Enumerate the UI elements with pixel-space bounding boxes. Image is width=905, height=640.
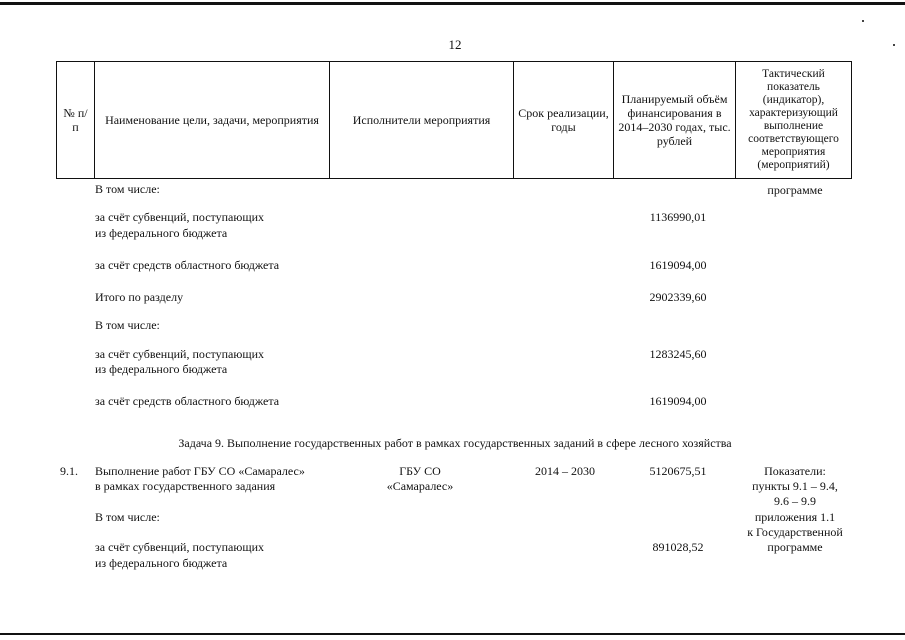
header-name: Наименование цели, задачи, мероприятия (95, 61, 330, 179)
item-indicator-line: к Государственной (747, 525, 843, 539)
top-border-line (0, 2, 905, 5)
item-number: 9.1. (60, 464, 78, 478)
header-number: № п/п (56, 61, 95, 179)
header-funding: Планируемый объём финансирования в 2014–2030 годах, тыс. рублей (614, 61, 736, 179)
row-value: 2902339,60 (649, 290, 707, 304)
item-name: в рамках государственного задания (95, 479, 276, 493)
header-term: Срок реализации, годы (514, 61, 614, 179)
row-value: 1136990,01 (649, 210, 707, 224)
row-label: из федерального бюджета (95, 362, 228, 376)
item-name: Выполнение работ ГБУ СО «Самаралес» (95, 464, 305, 478)
header-indicator: Тактический показатель (индикатор), характеризующий выполнение соответствующего мероприятия (мероприятий) (736, 61, 852, 179)
item-sub-label: В том числе: (95, 510, 160, 524)
indicator-carryover: программе (767, 183, 823, 197)
task-title: Задача 9. Выполнение государственных работ в рамках государственных заданий в сфере лесного хозяйства (178, 436, 732, 450)
row-value: 1619094,00 (649, 258, 707, 272)
item-sub-value: 891028,52 (652, 540, 704, 554)
row-label: В том числе: (95, 182, 160, 196)
header-executors: Исполнители мероприятия (330, 61, 514, 179)
item-term: 2014 – 2030 (535, 464, 595, 478)
row-value: 1619094,00 (649, 394, 707, 408)
row-label: за счёт субвенций, поступающих (95, 347, 264, 361)
item-indicator-line: 9.6 – 9.9 (774, 494, 816, 508)
page-number: 12 (448, 37, 462, 52)
scan-speck (893, 44, 895, 46)
row-value: 1283245,60 (649, 347, 707, 361)
row-label: за счёт средств областного бюджета (95, 394, 280, 408)
item-indicator-line: программе (767, 540, 823, 554)
scan-speck (862, 20, 864, 22)
row-label: В том числе: (95, 318, 160, 332)
bottom-border-line (0, 633, 905, 635)
item-indicator-line: приложения 1.1 (754, 510, 836, 524)
item-executor: ГБУ СО (399, 464, 441, 478)
item-indicator-line: пункты 9.1 – 9.4, (752, 479, 838, 493)
row-label: Итого по разделу (95, 290, 184, 304)
row-label: за счёт средств областного бюджета (95, 258, 280, 272)
item-indicator-line: Показатели: (764, 464, 826, 478)
item-sub-label: за счёт субвенций, поступающих (95, 540, 264, 554)
item-executor: «Самаралес» (386, 479, 454, 493)
row-label: за счёт субвенций, поступающих (95, 210, 264, 224)
item-funding: 5120675,51 (649, 464, 707, 478)
row-label: из федерального бюджета (95, 226, 228, 240)
item-sub-label: из федерального бюджета (95, 556, 228, 570)
